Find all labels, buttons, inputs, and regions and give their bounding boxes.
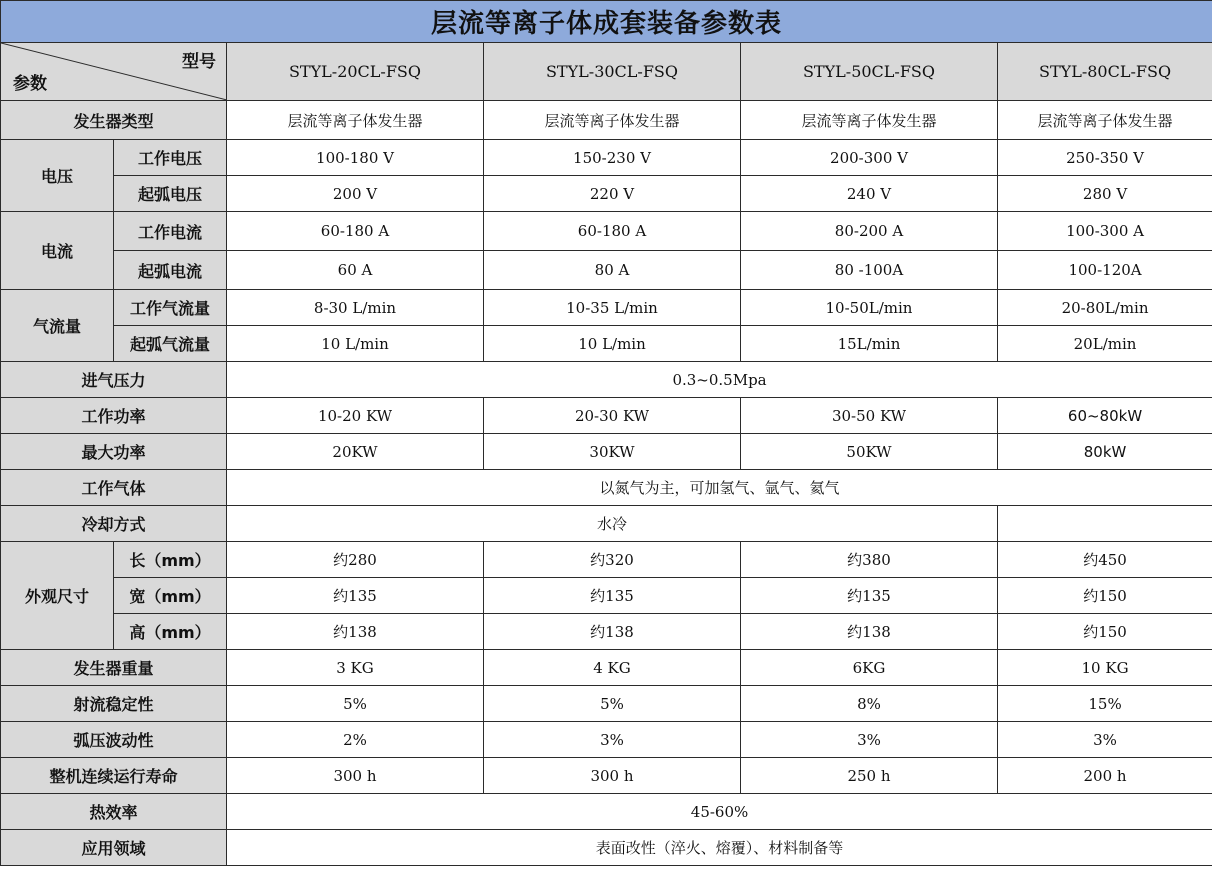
table-row <box>1 794 1212 830</box>
row-label: 弧压波动性 <box>1 722 227 758</box>
row-label: 长（mm） <box>114 542 227 578</box>
cell-value: 30KW <box>484 434 741 470</box>
table-row <box>1 251 1212 290</box>
table-row <box>1 578 1212 614</box>
cell-value: 60~80kW <box>998 398 1212 434</box>
table-row <box>1 470 1212 506</box>
row-label: 发生器类型 <box>1 101 227 140</box>
cell-value: 8% <box>741 686 998 722</box>
model-header: STYL-80CL-FSQ <box>998 43 1212 101</box>
row-label: 宽（mm） <box>114 578 227 614</box>
cell-value: 约280 <box>227 542 484 578</box>
cell-value: 300 h <box>484 758 741 794</box>
cell-value: 60-180 A <box>227 212 484 251</box>
cell-value: 15L/min <box>741 326 998 362</box>
cell-value: 0.3~0.5Mpa <box>227 362 1212 398</box>
cell-value: 约380 <box>741 542 998 578</box>
cell-value: 240 V <box>741 176 998 212</box>
cell-value: 约320 <box>484 542 741 578</box>
cell-value: 20L/min <box>998 326 1212 362</box>
cell-value: 200-300 V <box>741 140 998 176</box>
table-title: 层流等离子体成套装备参数表 <box>1 1 1212 43</box>
cell-value: 10-50L/min <box>741 290 998 326</box>
group-label: 气流量 <box>1 290 114 362</box>
model-header: STYL-50CL-FSQ <box>741 43 998 101</box>
cell-value: 约135 <box>227 578 484 614</box>
cell-value: 约135 <box>741 578 998 614</box>
cell-value: 80kW <box>998 434 1212 470</box>
table-row <box>1 176 1212 212</box>
cell-value: 约150 <box>998 578 1212 614</box>
cell-value: 15% <box>998 686 1212 722</box>
cell-value <box>998 506 1212 542</box>
cell-value: 280 V <box>998 176 1212 212</box>
row-label: 发生器重量 <box>1 650 227 686</box>
cell-value: 层流等离子体发生器 <box>998 101 1212 140</box>
group-label: 外观尺寸 <box>1 542 114 650</box>
table-row <box>1 650 1212 686</box>
cell-value: 20KW <box>227 434 484 470</box>
cell-value: 10-35 L/min <box>484 290 741 326</box>
cell-value: 层流等离子体发生器 <box>227 101 484 140</box>
cell-value: 100-120A <box>998 251 1212 290</box>
table-row <box>1 101 1212 140</box>
cell-value: 100-180 V <box>227 140 484 176</box>
table-row <box>1 398 1212 434</box>
cell-value: 约450 <box>998 542 1212 578</box>
cell-value: 10 KG <box>998 650 1212 686</box>
cell-value: 80-200 A <box>741 212 998 251</box>
table-row <box>1 722 1212 758</box>
row-label: 起弧电流 <box>114 251 227 290</box>
cell-value: 表面改性（淬火、熔覆）、材料制备等 <box>227 830 1212 866</box>
cell-value: 60-180 A <box>484 212 741 251</box>
table-row <box>1 614 1212 650</box>
cell-value: 5% <box>484 686 741 722</box>
table-row <box>1 362 1212 398</box>
cell-value: 以氮气为主，可加氢气、氩气、氦气 <box>227 470 1212 506</box>
cell-value: 20-80L/min <box>998 290 1212 326</box>
row-label: 进气压力 <box>1 362 227 398</box>
cell-value: 3% <box>741 722 998 758</box>
model-header: STYL-30CL-FSQ <box>484 43 741 101</box>
cell-value: 80 -100A <box>741 251 998 290</box>
cell-value: 200 h <box>998 758 1212 794</box>
cell-value: 层流等离子体发生器 <box>741 101 998 140</box>
cell-value: 10 L/min <box>227 326 484 362</box>
corner-header-cell <box>1 43 227 101</box>
cell-value: 200 V <box>227 176 484 212</box>
cell-value: 水冷 <box>227 506 998 542</box>
table-row <box>1 326 1212 362</box>
table-row <box>1 758 1212 794</box>
corner-param-label: 参数 <box>13 74 47 94</box>
cell-value: 2% <box>227 722 484 758</box>
cell-value: 层流等离子体发生器 <box>484 101 741 140</box>
row-label: 整机连续运行寿命 <box>1 758 227 794</box>
cell-value: 300 h <box>227 758 484 794</box>
corner-model-label: 型号 <box>182 52 216 72</box>
cell-value: 30-50 KW <box>741 398 998 434</box>
row-label: 工作电流 <box>114 212 227 251</box>
cell-value: 10 L/min <box>484 326 741 362</box>
cell-value: 约138 <box>741 614 998 650</box>
header-row <box>1 43 1212 101</box>
cell-value: 5% <box>227 686 484 722</box>
cell-value: 约138 <box>484 614 741 650</box>
table-row <box>1 506 1212 542</box>
cell-value: 约138 <box>227 614 484 650</box>
row-label: 热效率 <box>1 794 227 830</box>
cell-value: 8-30 L/min <box>227 290 484 326</box>
cell-value: 20-30 KW <box>484 398 741 434</box>
row-label: 应用领域 <box>1 830 227 866</box>
group-label: 电压 <box>1 140 114 212</box>
row-label: 工作气体 <box>1 470 227 506</box>
cell-value: 100-300 A <box>998 212 1212 251</box>
table-row <box>1 212 1212 251</box>
model-header: STYL-20CL-FSQ <box>227 43 484 101</box>
row-label: 起弧电压 <box>114 176 227 212</box>
cell-value: 4 KG <box>484 650 741 686</box>
cell-value: 6KG <box>741 650 998 686</box>
table-row <box>1 830 1212 866</box>
table-row <box>1 542 1212 578</box>
group-label: 电流 <box>1 212 114 290</box>
cell-value: 250 h <box>741 758 998 794</box>
cell-value: 60 A <box>227 251 484 290</box>
table-row <box>1 434 1212 470</box>
table-row <box>1 686 1212 722</box>
row-label: 工作气流量 <box>114 290 227 326</box>
cell-value: 45-60% <box>227 794 1212 830</box>
row-label: 冷却方式 <box>1 506 227 542</box>
cell-value: 3 KG <box>227 650 484 686</box>
cell-value: 250-350 V <box>998 140 1212 176</box>
cell-value: 80 A <box>484 251 741 290</box>
row-label: 射流稳定性 <box>1 686 227 722</box>
table-row <box>1 140 1212 176</box>
cell-value: 10-20 KW <box>227 398 484 434</box>
row-label: 起弧气流量 <box>114 326 227 362</box>
row-label: 工作功率 <box>1 398 227 434</box>
cell-value: 约135 <box>484 578 741 614</box>
cell-value: 50KW <box>741 434 998 470</box>
cell-value: 3% <box>484 722 741 758</box>
row-label: 工作电压 <box>114 140 227 176</box>
row-label: 最大功率 <box>1 434 227 470</box>
cell-value: 3% <box>998 722 1212 758</box>
table-row <box>1 290 1212 326</box>
cell-value: 150-230 V <box>484 140 741 176</box>
row-label: 高（mm） <box>114 614 227 650</box>
cell-value: 220 V <box>484 176 741 212</box>
cell-value: 约150 <box>998 614 1212 650</box>
